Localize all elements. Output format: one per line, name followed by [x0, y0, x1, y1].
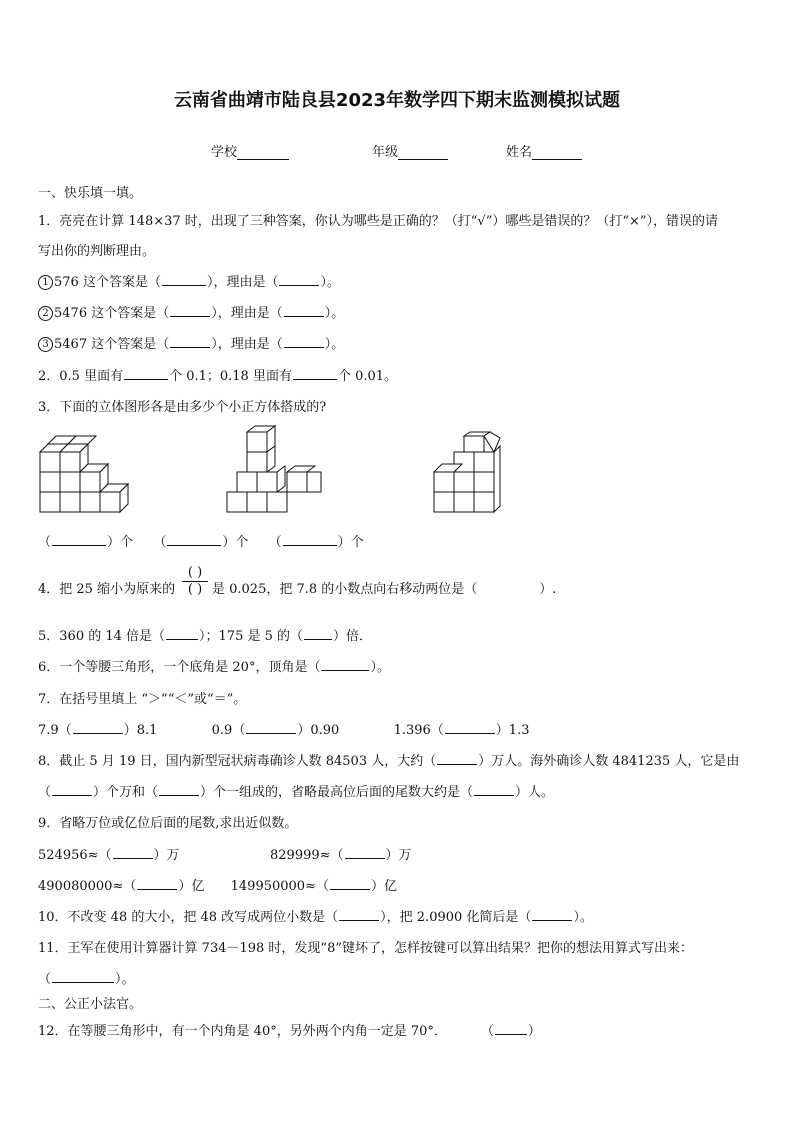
- question-text: （: [480, 1024, 494, 1039]
- question-text: 12．在等腰三角形中，有一个内角是 40°，另外两个内角一定是 70°．: [38, 1024, 447, 1039]
- answer-blank[interactable]: [124, 368, 168, 380]
- section-1-heading: 一、快乐填一填。: [38, 186, 143, 201]
- answer-blank[interactable]: [137, 878, 177, 890]
- approx-item: 524956≈（: [38, 848, 112, 863]
- question-6: [38, 656, 390, 675]
- question-4-part-2: [212, 578, 556, 597]
- answer-paren: （: [153, 535, 167, 550]
- question-9-row-2: [38, 875, 397, 894]
- option-text: ），理由是（: [211, 337, 283, 352]
- cube-stack: [434, 432, 500, 512]
- question-2: [38, 365, 397, 384]
- question-text: ）。: [370, 660, 390, 675]
- name-field: [506, 141, 582, 160]
- question-text: 10．不改变 48 的大小，把 48 改写成两位小数是（: [38, 910, 339, 925]
- answer-blank[interactable]: [532, 909, 572, 921]
- question-text: 2．0.5 里面有: [38, 369, 124, 384]
- answer-blank[interactable]: [52, 971, 114, 983]
- option-text: 576 这个答案是（: [54, 275, 161, 290]
- school-label: 学校: [211, 145, 238, 160]
- question-7-items: [38, 719, 529, 738]
- question-text: （: [38, 785, 52, 800]
- question-text: ）。: [115, 972, 135, 987]
- answer-blank[interactable]: [52, 534, 106, 546]
- answer-blank[interactable]: [304, 628, 332, 640]
- answer-blank[interactable]: [159, 784, 199, 796]
- question-text: ）；175 是 5 的（: [199, 629, 304, 644]
- answer-unit: ）个: [222, 535, 249, 550]
- question-8-line-1: [38, 750, 739, 769]
- compare-item: 7.9（: [38, 723, 72, 738]
- question-9-text: 9．省略万位或亿位后面的尾数,求出近似数。: [38, 816, 298, 831]
- question-text: 个 0.1；0.18 里面有: [169, 369, 292, 384]
- question-10: [38, 906, 593, 925]
- option-text: ）。: [324, 306, 345, 321]
- answer-blank[interactable]: [445, 722, 495, 734]
- question-text: 是 0.025，把 7.8 的小数点向右移动两位是（: [212, 582, 478, 597]
- question-5: [38, 625, 372, 644]
- question-1-option-2: [38, 302, 344, 321]
- name-label: 姓名: [506, 145, 533, 160]
- answer-blank[interactable]: [52, 784, 92, 796]
- question-text: （: [38, 972, 52, 987]
- question-1-line-2: 写出你的判断理由。: [38, 244, 156, 259]
- question-1-line-1: 1．亮亮在计算 148×37 时，出现了三种答案，你认为哪些是正确的？（打“√”）哪些是错误的？（打“×”），错误的请: [38, 214, 719, 229]
- approx-item: 490080000≈（: [38, 879, 137, 894]
- approx-item: 829999≈（: [270, 848, 344, 863]
- option-text: ），理由是（: [211, 306, 283, 321]
- question-text: ）。: [573, 910, 593, 925]
- answer-unit: ）个: [107, 535, 134, 550]
- answer-blank[interactable]: [437, 753, 477, 765]
- answer-blank[interactable]: [293, 368, 337, 380]
- fraction-denominator: ( ): [187, 582, 203, 597]
- answer-blank[interactable]: [246, 722, 296, 734]
- question-text: ）个一组成的，省略最高位后面的尾数大约是（: [200, 785, 474, 800]
- question-9-row-1: [38, 844, 180, 863]
- answer-paren: （: [38, 535, 52, 550]
- question-text: ）: [527, 1024, 541, 1039]
- cube-stack: [40, 436, 128, 512]
- question-text: ）个万和（: [93, 785, 159, 800]
- question-1-option-1: [38, 271, 340, 290]
- compare-item: ）8.1: [123, 723, 158, 738]
- fraction-numerator: ( ): [182, 565, 208, 582]
- compare-item: ）1.3: [495, 723, 530, 738]
- answer-blank[interactable]: [166, 628, 198, 640]
- answer-blank[interactable]: [284, 336, 324, 348]
- option-text: 5467 这个答案是（: [54, 337, 170, 352]
- answer-blank[interactable]: [474, 784, 514, 796]
- answer-blank[interactable]: [170, 305, 210, 317]
- page-title: 云南省曲靖市陆良县2023年数学四下期末监测模拟试题: [173, 90, 621, 111]
- answer-blank[interactable]: [279, 274, 319, 286]
- option-text: ），理由是（: [206, 275, 279, 290]
- answer-blank[interactable]: [321, 659, 369, 671]
- cube-figure-1: [38, 430, 130, 516]
- cube-figure-2: [225, 424, 325, 516]
- question-8-line-2: [38, 781, 554, 800]
- question-3-answers: [38, 531, 364, 550]
- grade-blank[interactable]: [398, 147, 448, 160]
- approx-item: ）万: [153, 848, 180, 863]
- answer-blank[interactable]: [73, 722, 123, 734]
- question-3-text: 3．下面的立体图形各是由多少个小正方体搭成的?: [38, 400, 327, 415]
- answer-blank[interactable]: [113, 847, 153, 859]
- question-text: 8．截止 5 月 19 日，国内新型冠状病毒确诊人数 84503 人，大约（: [38, 754, 437, 769]
- compare-item: 0.9（: [211, 723, 246, 738]
- answer-blank[interactable]: [162, 274, 206, 286]
- circled-number: 1: [38, 275, 53, 290]
- option-text: 5476 这个答案是（: [54, 306, 170, 321]
- answer-blank[interactable]: [345, 847, 385, 859]
- approx-item: 149950000≈（: [230, 879, 329, 894]
- school-blank[interactable]: [237, 147, 289, 160]
- answer-blank[interactable]: [167, 534, 221, 546]
- section-2-heading: 二、公正小法官。: [38, 997, 143, 1012]
- option-text: ）。: [324, 337, 345, 352]
- answer-paren: （: [268, 535, 282, 550]
- question-text: ）.: [539, 582, 557, 597]
- question-4-part-1: 4．把 25 缩小为原来的: [38, 582, 176, 597]
- answer-blank[interactable]: [495, 1023, 527, 1035]
- grade-field: [372, 141, 448, 160]
- question-text: ），把 2.0900 化简后是（: [380, 910, 532, 925]
- answer-unit: ）个: [337, 535, 364, 550]
- compare-item: ）0.90: [297, 723, 340, 738]
- grade-label: 年级: [372, 145, 399, 160]
- name-blank[interactable]: [532, 147, 582, 160]
- school-field: [211, 141, 289, 160]
- approx-item: ）亿: [370, 879, 397, 894]
- circled-number: 2: [38, 306, 53, 321]
- question-text: 6．一个等腰三角形，一个底角是 20°，顶角是（: [38, 660, 321, 675]
- question-11-line-2: [38, 968, 135, 987]
- approx-item: ）亿: [178, 879, 205, 894]
- compare-item: 1.396（: [393, 723, 444, 738]
- answer-blank[interactable]: [170, 336, 210, 348]
- approx-item: ）万: [385, 848, 412, 863]
- question-text: ）人。: [515, 785, 555, 800]
- answer-blank[interactable]: [339, 909, 379, 921]
- fraction-blank[interactable]: [182, 565, 208, 598]
- question-9-row-1b: [270, 844, 412, 863]
- circled-number: 3: [38, 337, 53, 352]
- option-text: ）。: [320, 275, 340, 290]
- question-text: 个 0.01。: [337, 369, 398, 384]
- answer-blank[interactable]: [283, 534, 337, 546]
- answer-blank[interactable]: [330, 878, 370, 890]
- question-1-option-3: [38, 333, 344, 352]
- question-text: 5．360 的 14 倍是（: [38, 629, 166, 644]
- question-11-line-1: 11．王军在使用计算器计算 734－198 时，发现“8”键坏了，怎样按键可以算出结果？把你的想法用算式写出来：: [38, 941, 693, 956]
- question-text: ）倍．: [333, 629, 373, 644]
- answer-blank[interactable]: [284, 305, 324, 317]
- question-text: ）万人。海外确诊人数 4841235 人，它是由: [478, 754, 740, 769]
- question-12: [38, 1020, 541, 1039]
- question-7-text: 7．在括号里填上 “＞”“＜”或“＝”。: [38, 692, 247, 707]
- cube-figure-3: [432, 430, 504, 516]
- cube-stack: [227, 426, 321, 512]
